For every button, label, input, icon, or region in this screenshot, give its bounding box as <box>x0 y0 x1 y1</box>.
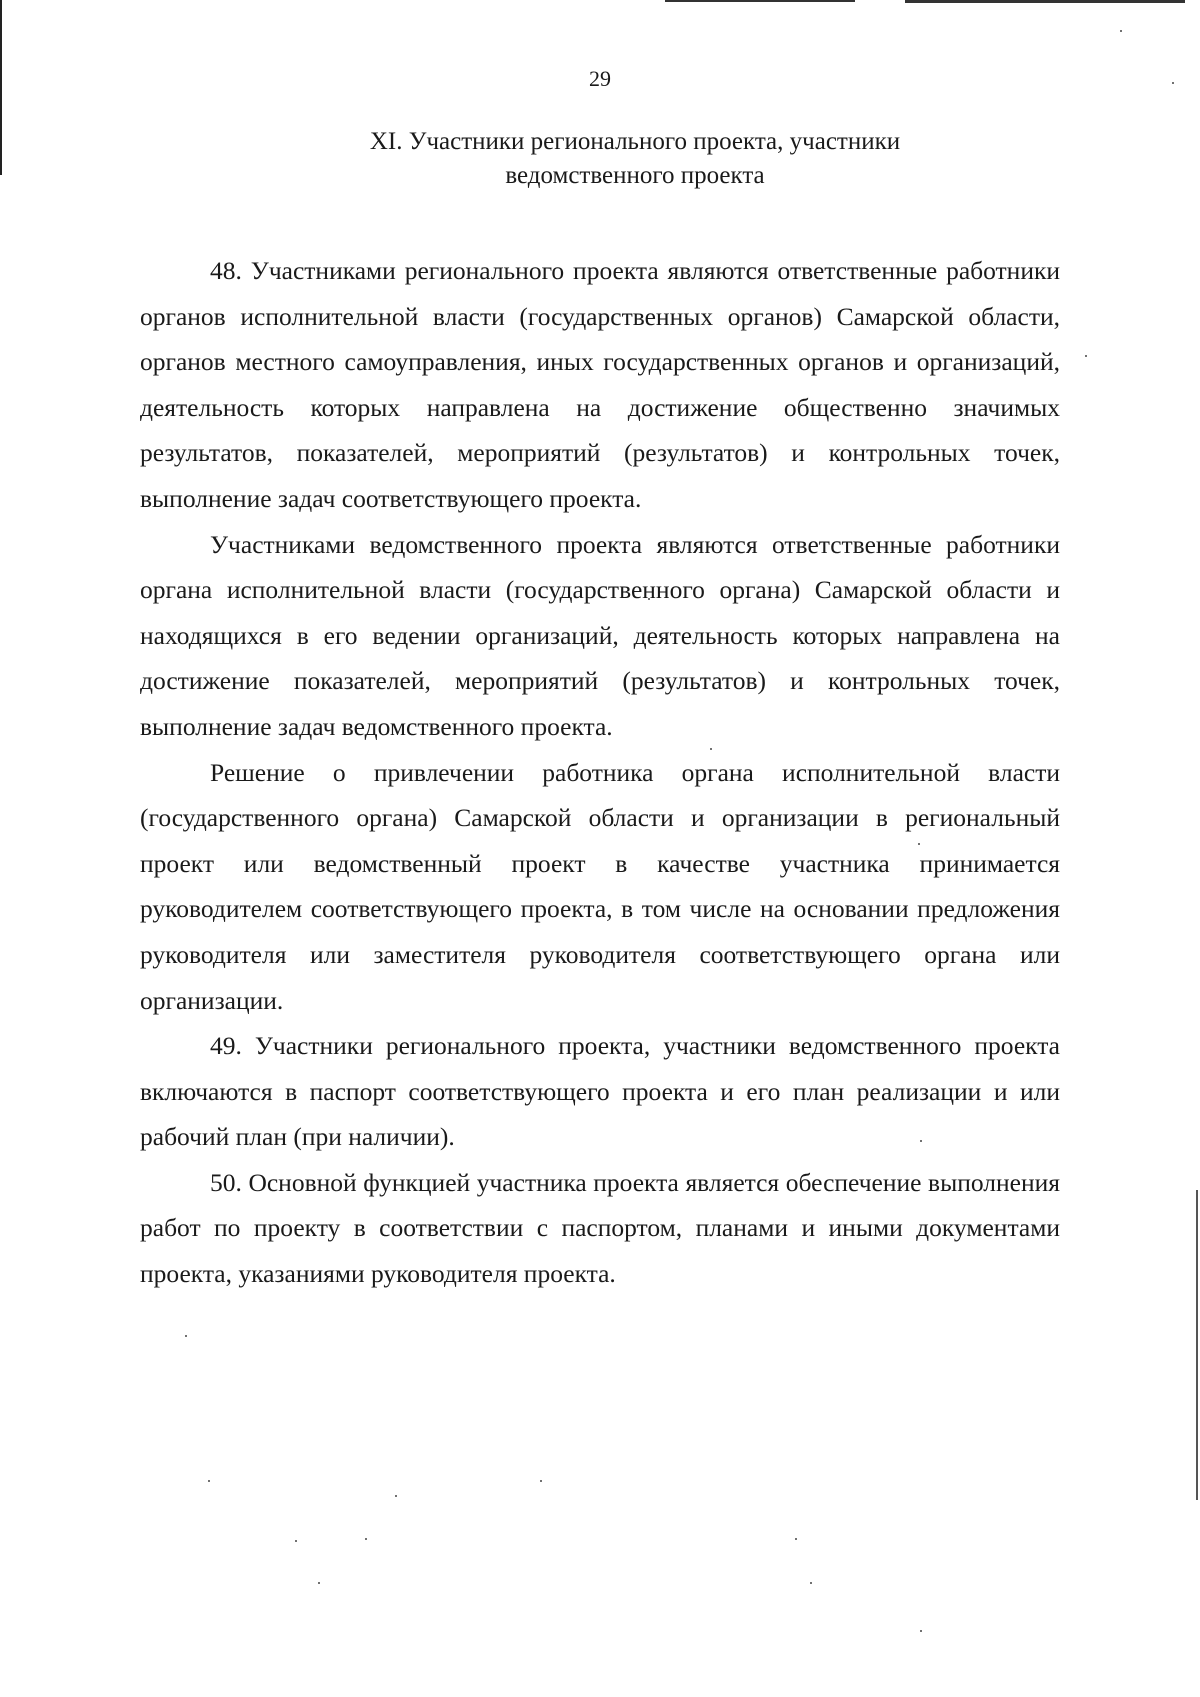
scan-speck <box>208 1480 210 1482</box>
page-number: 29 <box>589 66 611 91</box>
scan-speck <box>365 1538 367 1540</box>
scan-speck <box>1120 30 1122 32</box>
scan-mark-top <box>905 0 1185 3</box>
scan-speck <box>1085 355 1087 357</box>
scan-speck <box>540 1480 542 1482</box>
paragraph: 50. Основной функцией участника проекта является обеспечение выполнения работ по проекту в соответствии с паспортом, планами и иными документами проекта, указаниями руководителя проекта. <box>140 1167 1060 1289</box>
document-body <box>140 248 1060 1297</box>
paragraph: Решение о привлечении работника органа исполнительной власти (государственного органа) Самарской области и организации в региональный проект или ведомственный проект в качестве участника принимается руководителем соответствующего проекта, в том числе на основании предложения руководителя или заместителя руководителя соответствующего органа или организации. <box>140 757 1060 1015</box>
scan-speck <box>920 1630 922 1632</box>
scan-speck <box>295 1540 297 1542</box>
section-title <box>150 125 1120 193</box>
scan-speck <box>395 1495 397 1497</box>
section-title-line: ведомственного проекта <box>505 162 765 189</box>
scan-mark-top <box>665 0 855 2</box>
paragraph: Участниками ведомственного проекта являются ответственные работники органа исполнительной власти (государственного органа) Самарской области и находящихся в его ведении организаций, деятельность которых направлена на достижение показателей, мероприятий (результатов) и контрольных точек, выполнение задач ведомственного проекта. <box>140 529 1060 741</box>
scan-edge-right <box>1196 1190 1198 1500</box>
scan-speck <box>185 1335 187 1337</box>
paragraph: 48. Участниками регионального проекта являются ответственные работники органов исполнительной власти (государственных органов) Самарской области, органов местного самоуправления, иных государственных органов и организаций, деятельность которых направлена на достижение общественно значимых результатов, показателей, мероприятий (результатов) и контрольных точек, выполнение задач соответствующего проекта. <box>140 256 1060 513</box>
section-title-line: XI. Участники регионального проекта, участники <box>369 128 901 155</box>
scan-speck <box>810 1582 812 1584</box>
paragraph: 49. Участники регионального проекта, участники ведомственного проекта включаются в паспорт соответствующего проекта и его план реализации и или рабочий план (при наличии). <box>140 1031 1060 1152</box>
scan-speck <box>795 1538 797 1540</box>
scan-speck <box>318 1582 320 1584</box>
